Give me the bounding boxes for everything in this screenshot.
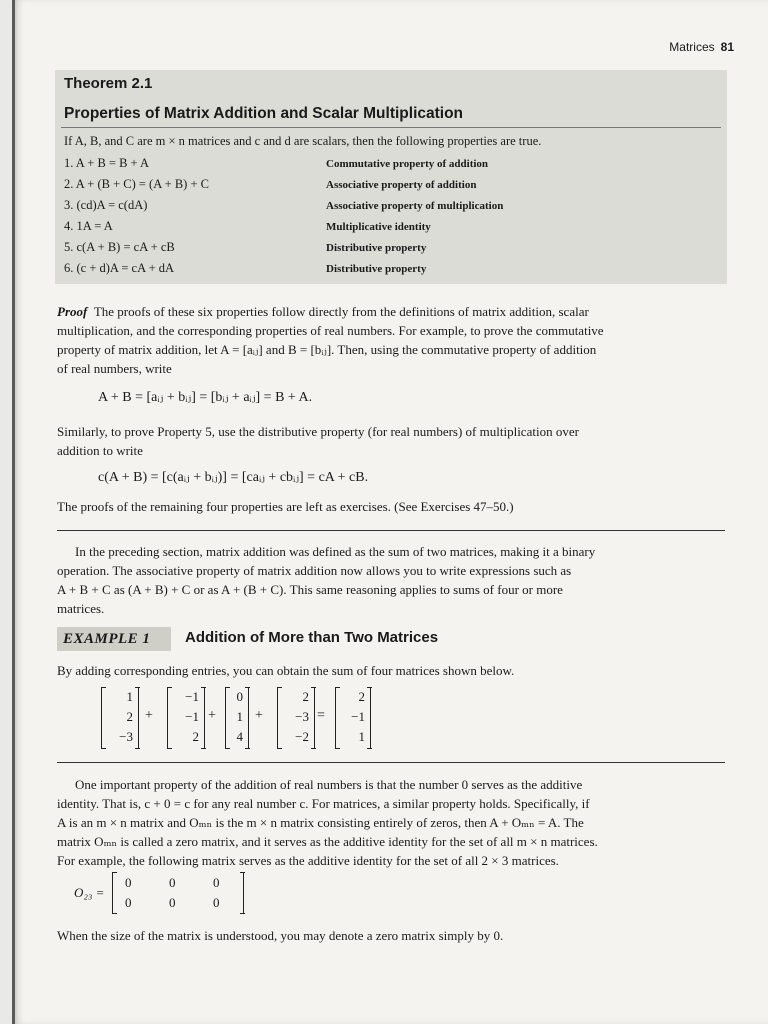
- proof-line: The proofs of the remaining four properties are left as exercises. (See Exercises 47–50.): [57, 499, 514, 514]
- proof-equation: c(A + B) = [c(aᵢⱼ + bᵢⱼ)] = [caᵢⱼ + cbᵢⱼ] = cA + cB.: [98, 470, 369, 485]
- matrix-entry: 0: [125, 875, 132, 890]
- example-text: By adding corresponding entries, you can obtain the sum of four matrices shown below.: [57, 663, 515, 678]
- proof-line: addition to write: [57, 443, 143, 458]
- matrix-entry: 2: [192, 729, 199, 744]
- paragraph-line: One important property of the addition of real numbers is that the number 0 serves as the additive: [75, 777, 583, 792]
- paragraph-line: matrices.: [57, 601, 105, 616]
- property-name: Multiplicative identity: [326, 221, 431, 233]
- matrix-entry: 2: [358, 689, 365, 704]
- proof-line: Similarly, to prove Property 5, use the distributive property (for real numbers) of multiplication over: [57, 424, 579, 439]
- paragraph-line: A is an m × n matrix and Oₘₙ is the m × n matrix consisting entirely of zeros, then A + Oₘₙ = A. The: [57, 815, 584, 830]
- property-name: Associative property of multiplication: [326, 200, 504, 212]
- paragraph-line: In the preceding section, matrix addition was defined as the sum of two matrices, making it a binary: [75, 544, 596, 559]
- operator: +: [208, 708, 216, 723]
- matrix-entry: −3: [119, 729, 133, 744]
- matrix-entry: −1: [185, 689, 199, 704]
- proof-line: of real numbers, write: [57, 361, 172, 376]
- matrix-entry: 1: [126, 689, 133, 704]
- property-name: Distributive property: [326, 242, 427, 254]
- column-matrix: [335, 688, 371, 748]
- matrix-entry: 0: [213, 895, 220, 910]
- matrix-entry: 4: [236, 729, 243, 744]
- closing-line: When the size of the matrix is understood, you may denote a zero matrix simply by 0.: [57, 928, 504, 943]
- property-equation: 1. A + B = B + A: [64, 156, 150, 170]
- property-equation: 4. 1A = A: [64, 219, 113, 233]
- running-header: [669, 40, 734, 54]
- operator: +: [145, 708, 153, 723]
- property-equation: 3. (cd)A = c(dA): [64, 198, 148, 212]
- theorem-box: [55, 70, 727, 284]
- page-binding-edge: [12, 0, 15, 1024]
- section-divider: [57, 530, 725, 531]
- theorem-intro: If A, B, and C are m × n matrices and c and d are scalars, then the following properties are true.: [64, 134, 542, 148]
- matrix-entry: 1: [236, 709, 243, 724]
- section-divider: [57, 762, 725, 763]
- operator: +: [255, 708, 263, 723]
- proof-text: The proofs of these six properties follow directly from the definitions of matrix addition, scalar: [93, 304, 589, 319]
- property-equation: 2. A + (B + C) = (A + B) + C: [64, 177, 209, 191]
- paragraph-line: identity. That is, c + 0 = c for any real number c. For matrices, a similar property holds. Specifically, if: [57, 796, 590, 811]
- matrix-entry: 2: [302, 689, 309, 704]
- zero-matrix: [112, 873, 244, 913]
- page-number: 81: [720, 40, 734, 54]
- matrix-entry: −1: [185, 709, 199, 724]
- example-label: EXAMPLE 1: [57, 627, 171, 651]
- proof-line: multiplication, and the corresponding properties of real numbers. For example, to prove the commutative: [57, 323, 604, 338]
- column-matrix: [277, 688, 315, 748]
- matrix-entry: 1: [358, 729, 365, 744]
- theorem-divider: [61, 127, 721, 128]
- matrix-entry: −3: [295, 709, 309, 724]
- property-name: Commutative property of addition: [326, 158, 489, 170]
- matrix-entry: 2: [126, 709, 133, 724]
- proof-line: property of matrix addition, let A = [aᵢⱼ] and B = [bᵢⱼ]. Then, using the commutative property of addition: [57, 342, 597, 357]
- property-name: Associative property of addition: [326, 179, 477, 191]
- property-name: Distributive property: [326, 263, 427, 275]
- zero-matrix-label: O₂₃ =: [74, 885, 105, 900]
- property-equation: 6. (c + d)A = cA + dA: [64, 261, 175, 275]
- example-title: Addition of More than Two Matrices: [185, 629, 439, 646]
- column-matrix: [101, 688, 139, 748]
- theorem-title: Properties of Matrix Addition and Scalar Multiplication: [64, 105, 464, 122]
- header-title: Matrices: [669, 40, 715, 54]
- paragraph-line: matrix Oₘₙ is called a zero matrix, and it serves as the additive identity for the set of all m × n matrices.: [57, 834, 598, 849]
- column-matrix: [167, 688, 205, 748]
- matrix-entry: 0: [236, 689, 243, 704]
- paragraph-line: For example, the following matrix serves as the additive identity for the set of all 2 × 3 matrices.: [57, 853, 559, 868]
- property-equation: 5. c(A + B) = cA + cB: [64, 240, 175, 254]
- matrix-entry: 0: [169, 875, 176, 890]
- proof-equation: A + B = [aᵢⱼ + bᵢⱼ] = [bᵢⱼ + aᵢⱼ] = B + A.: [98, 390, 313, 405]
- theorem-label: Theorem 2.1: [64, 75, 153, 92]
- paragraph-line: operation. The associative property of matrix addition now allows you to write expressions such as: [57, 563, 572, 578]
- proof-lead: Proof: [57, 304, 88, 319]
- matrix-entry: 0: [213, 875, 220, 890]
- operator: =: [317, 708, 325, 723]
- proof-line: [57, 302, 725, 321]
- matrix-entry: −1: [351, 709, 365, 724]
- paragraph-line: A + B + C as (A + B) + C or as A + (B + C). This same reasoning applies to sums of four or more: [57, 582, 563, 597]
- matrix-entry: −2: [295, 729, 309, 744]
- matrix-entry: 0: [125, 895, 132, 910]
- matrix-entry: 0: [169, 895, 176, 910]
- column-matrix: [225, 688, 249, 748]
